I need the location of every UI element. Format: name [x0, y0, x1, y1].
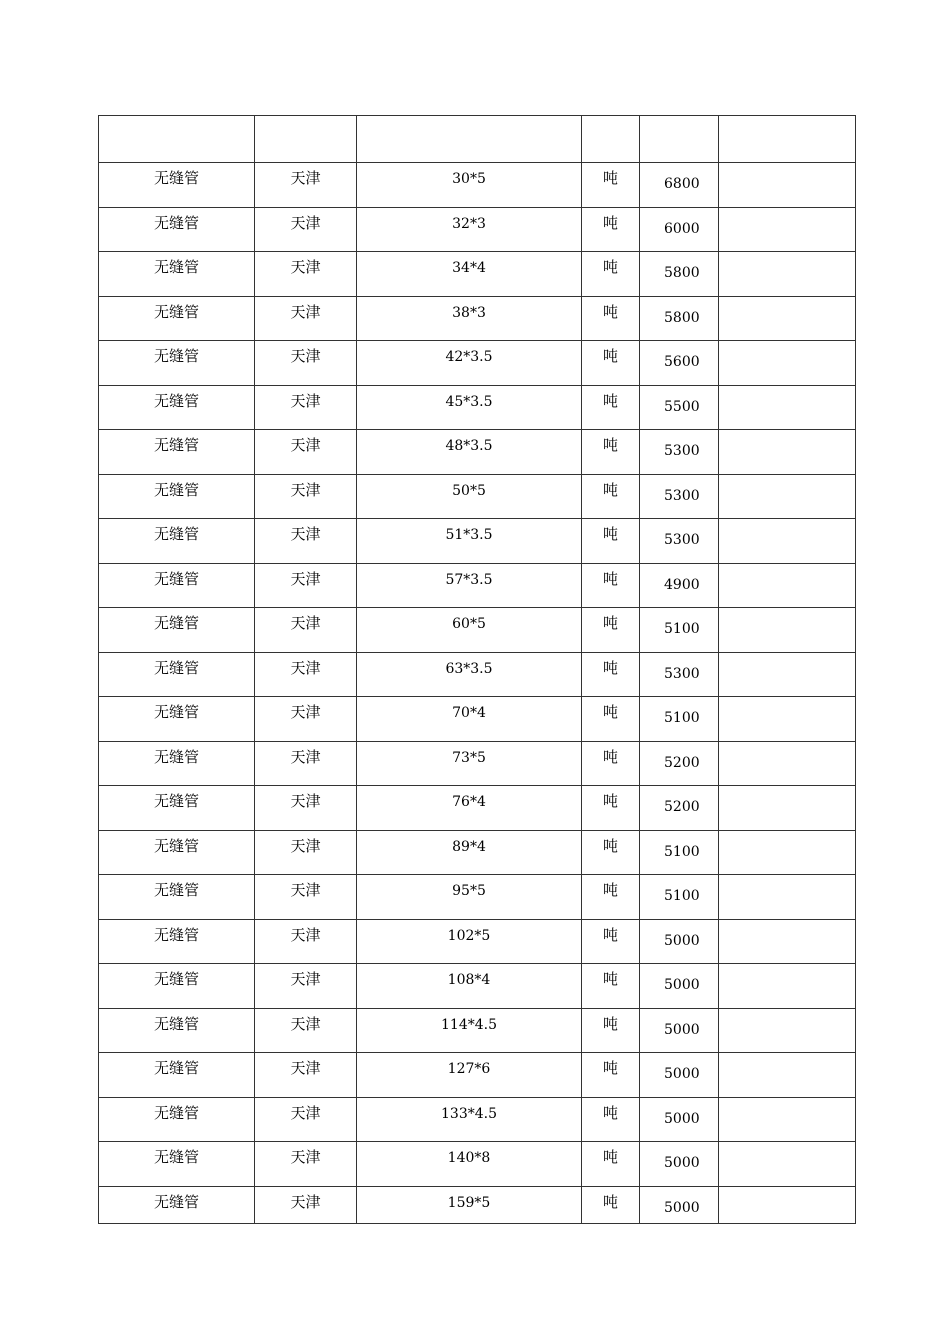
cell-price: 5300	[640, 519, 719, 564]
cell-origin: 天津	[255, 252, 357, 297]
cell-origin: 天津	[255, 1186, 357, 1223]
cell-spec: 102*5	[357, 919, 582, 964]
cell-origin: 天津	[255, 1008, 357, 1053]
table-row	[99, 697, 856, 742]
cell-unit: 吨	[582, 875, 640, 920]
cell-origin: 天津	[255, 1097, 357, 1142]
cell-price: 4900	[640, 563, 719, 608]
cell-product-name: 无缝管	[99, 1186, 255, 1223]
cell-origin: 天津	[255, 919, 357, 964]
cell-price: 5500	[640, 385, 719, 430]
cell-unit: 吨	[582, 519, 640, 564]
cell-note	[719, 741, 856, 786]
header-cell-spec	[357, 116, 582, 163]
cell-unit: 吨	[582, 1008, 640, 1053]
cell-product-name: 无缝管	[99, 207, 255, 252]
cell-product-name: 无缝管	[99, 341, 255, 386]
document-page	[98, 115, 855, 1224]
cell-unit: 吨	[582, 1053, 640, 1098]
cell-unit: 吨	[582, 341, 640, 386]
cell-origin: 天津	[255, 1142, 357, 1187]
cell-origin: 天津	[255, 830, 357, 875]
table-row	[99, 652, 856, 697]
table-body	[99, 116, 856, 1224]
cell-origin: 天津	[255, 875, 357, 920]
cell-price: 5300	[640, 430, 719, 475]
cell-spec: 57*3.5	[357, 563, 582, 608]
cell-note	[719, 207, 856, 252]
table-row	[99, 1053, 856, 1098]
cell-note	[719, 830, 856, 875]
cell-note	[719, 919, 856, 964]
cell-product-name: 无缝管	[99, 1008, 255, 1053]
cell-spec: 42*3.5	[357, 341, 582, 386]
cell-origin: 天津	[255, 697, 357, 742]
cell-price: 5200	[640, 741, 719, 786]
table-row	[99, 1097, 856, 1142]
cell-note	[719, 296, 856, 341]
cell-unit: 吨	[582, 563, 640, 608]
cell-unit: 吨	[582, 652, 640, 697]
cell-spec: 51*3.5	[357, 519, 582, 564]
table-row	[99, 430, 856, 475]
cell-note	[719, 1053, 856, 1098]
table-row	[99, 163, 856, 208]
cell-note	[719, 1008, 856, 1053]
table-row	[99, 964, 856, 1009]
cell-price: 5300	[640, 652, 719, 697]
cell-spec: 127*6	[357, 1053, 582, 1098]
cell-unit: 吨	[582, 786, 640, 831]
cell-unit: 吨	[582, 1142, 640, 1187]
header-cell-note	[719, 116, 856, 163]
cell-origin: 天津	[255, 964, 357, 1009]
cell-note	[719, 608, 856, 653]
cell-spec: 48*3.5	[357, 430, 582, 475]
cell-spec: 30*5	[357, 163, 582, 208]
cell-spec: 63*3.5	[357, 652, 582, 697]
cell-unit: 吨	[582, 385, 640, 430]
cell-spec: 38*3	[357, 296, 582, 341]
cell-unit: 吨	[582, 207, 640, 252]
cell-product-name: 无缝管	[99, 385, 255, 430]
cell-product-name: 无缝管	[99, 474, 255, 519]
cell-unit: 吨	[582, 430, 640, 475]
cell-product-name: 无缝管	[99, 1097, 255, 1142]
cell-price: 6000	[640, 207, 719, 252]
cell-unit: 吨	[582, 1097, 640, 1142]
cell-origin: 天津	[255, 474, 357, 519]
cell-price: 5800	[640, 252, 719, 297]
cell-price: 5600	[640, 341, 719, 386]
cell-origin: 天津	[255, 296, 357, 341]
cell-product-name: 无缝管	[99, 830, 255, 875]
table-row	[99, 1142, 856, 1187]
cell-note	[719, 519, 856, 564]
cell-note	[719, 1186, 856, 1223]
cell-price: 6800	[640, 163, 719, 208]
cell-note	[719, 1142, 856, 1187]
cell-origin: 天津	[255, 430, 357, 475]
header-cell-name	[99, 116, 255, 163]
cell-price: 5000	[640, 1008, 719, 1053]
cell-product-name: 无缝管	[99, 1053, 255, 1098]
cell-spec: 45*3.5	[357, 385, 582, 430]
cell-price: 5800	[640, 296, 719, 341]
cell-price: 5000	[640, 919, 719, 964]
cell-spec: 133*4.5	[357, 1097, 582, 1142]
cell-note	[719, 563, 856, 608]
cell-spec: 108*4	[357, 964, 582, 1009]
cell-note	[719, 652, 856, 697]
cell-price: 5000	[640, 1097, 719, 1142]
header-cell-price	[640, 116, 719, 163]
cell-note	[719, 697, 856, 742]
cell-origin: 天津	[255, 608, 357, 653]
cell-note	[719, 163, 856, 208]
cell-product-name: 无缝管	[99, 875, 255, 920]
table-row	[99, 608, 856, 653]
cell-note	[719, 474, 856, 519]
header-cell-unit	[582, 116, 640, 163]
cell-origin: 天津	[255, 563, 357, 608]
table-row	[99, 341, 856, 386]
cell-product-name: 无缝管	[99, 786, 255, 831]
cell-product-name: 无缝管	[99, 296, 255, 341]
table-header-row	[99, 116, 856, 163]
cell-unit: 吨	[582, 919, 640, 964]
cell-origin: 天津	[255, 1053, 357, 1098]
cell-product-name: 无缝管	[99, 163, 255, 208]
cell-price: 5100	[640, 830, 719, 875]
table-row	[99, 385, 856, 430]
cell-unit: 吨	[582, 163, 640, 208]
table-row	[99, 1008, 856, 1053]
cell-spec: 73*5	[357, 741, 582, 786]
table-row	[99, 519, 856, 564]
cell-unit: 吨	[582, 1186, 640, 1223]
table-row	[99, 786, 856, 831]
cell-note	[719, 875, 856, 920]
cell-origin: 天津	[255, 207, 357, 252]
cell-origin: 天津	[255, 385, 357, 430]
table-row	[99, 207, 856, 252]
cell-spec: 50*5	[357, 474, 582, 519]
cell-origin: 天津	[255, 341, 357, 386]
cell-note	[719, 341, 856, 386]
cell-price: 5000	[640, 1142, 719, 1187]
cell-origin: 天津	[255, 163, 357, 208]
cell-price: 5300	[640, 474, 719, 519]
cell-spec: 34*4	[357, 252, 582, 297]
cell-price: 5200	[640, 786, 719, 831]
cell-product-name: 无缝管	[99, 1142, 255, 1187]
cell-spec: 159*5	[357, 1186, 582, 1223]
cell-origin: 天津	[255, 786, 357, 831]
table-row	[99, 830, 856, 875]
cell-spec: 114*4.5	[357, 1008, 582, 1053]
cell-spec: 89*4	[357, 830, 582, 875]
cell-origin: 天津	[255, 519, 357, 564]
cell-unit: 吨	[582, 474, 640, 519]
table-row	[99, 1186, 856, 1223]
cell-product-name: 无缝管	[99, 964, 255, 1009]
cell-origin: 天津	[255, 741, 357, 786]
cell-spec: 60*5	[357, 608, 582, 653]
cell-product-name: 无缝管	[99, 652, 255, 697]
table-row	[99, 741, 856, 786]
cell-note	[719, 964, 856, 1009]
cell-note	[719, 430, 856, 475]
cell-spec: 140*8	[357, 1142, 582, 1187]
cell-spec: 76*4	[357, 786, 582, 831]
cell-unit: 吨	[582, 697, 640, 742]
table-row	[99, 563, 856, 608]
cell-spec: 32*3	[357, 207, 582, 252]
table-row	[99, 875, 856, 920]
cell-note	[719, 786, 856, 831]
cell-note	[719, 1097, 856, 1142]
cell-product-name: 无缝管	[99, 519, 255, 564]
cell-product-name: 无缝管	[99, 563, 255, 608]
cell-product-name: 无缝管	[99, 252, 255, 297]
table-row	[99, 474, 856, 519]
cell-price: 5000	[640, 1186, 719, 1223]
cell-product-name: 无缝管	[99, 741, 255, 786]
cell-spec: 95*5	[357, 875, 582, 920]
cell-product-name: 无缝管	[99, 430, 255, 475]
cell-price: 5100	[640, 608, 719, 653]
cell-unit: 吨	[582, 741, 640, 786]
cell-price: 5000	[640, 964, 719, 1009]
cell-unit: 吨	[582, 830, 640, 875]
table-row	[99, 252, 856, 297]
cell-unit: 吨	[582, 252, 640, 297]
cell-unit: 吨	[582, 964, 640, 1009]
cell-spec: 70*4	[357, 697, 582, 742]
price-table	[98, 115, 856, 1224]
cell-unit: 吨	[582, 608, 640, 653]
table-row	[99, 919, 856, 964]
cell-note	[719, 252, 856, 297]
cell-product-name: 无缝管	[99, 697, 255, 742]
cell-price: 5100	[640, 697, 719, 742]
header-cell-origin	[255, 116, 357, 163]
cell-product-name: 无缝管	[99, 608, 255, 653]
cell-price: 5100	[640, 875, 719, 920]
cell-unit: 吨	[582, 296, 640, 341]
table-row	[99, 296, 856, 341]
cell-price: 5000	[640, 1053, 719, 1098]
cell-origin: 天津	[255, 652, 357, 697]
cell-note	[719, 385, 856, 430]
cell-product-name: 无缝管	[99, 919, 255, 964]
